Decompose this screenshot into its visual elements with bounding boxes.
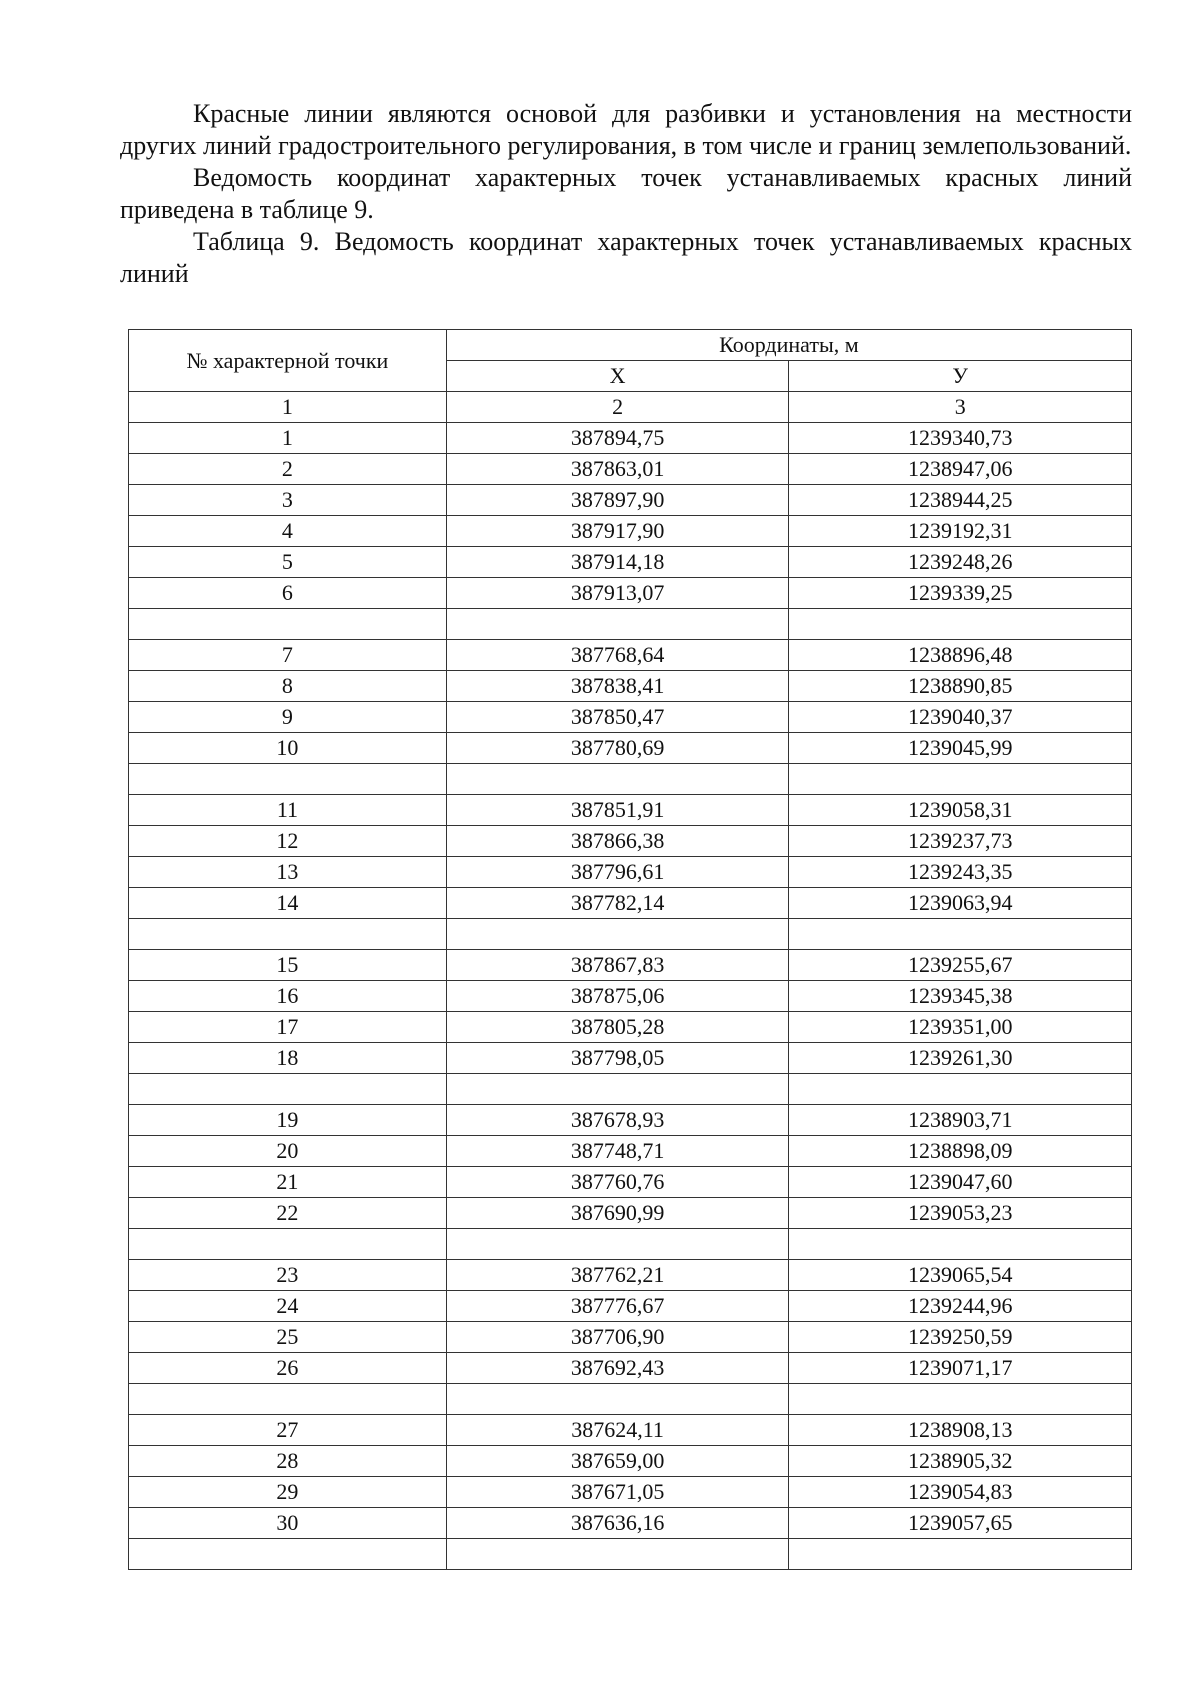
table-row	[129, 1477, 1132, 1508]
table-row	[129, 1012, 1132, 1043]
cell-x: 387636,16	[446, 1508, 789, 1539]
table-row	[129, 454, 1132, 485]
cell-point-number: 20	[129, 1136, 447, 1167]
column-number: 2	[446, 392, 789, 423]
table-row	[129, 1446, 1132, 1477]
cell-x: 387782,14	[446, 888, 789, 919]
cell-y: 1239250,59	[789, 1322, 1132, 1353]
cell-x: 387624,11	[446, 1415, 789, 1446]
cell-x: 387914,18	[446, 547, 789, 578]
table-row	[129, 423, 1132, 454]
cell-y: 1239045,99	[789, 733, 1132, 764]
cell-x: 387768,64	[446, 640, 789, 671]
cell-y: 1239047,60	[789, 1167, 1132, 1198]
cell-y: 1238908,13	[789, 1415, 1132, 1446]
cell-point-number: 17	[129, 1012, 447, 1043]
cell-x: 387796,61	[446, 857, 789, 888]
cell-y: 1239339,25	[789, 578, 1132, 609]
cell-point-number: 19	[129, 1105, 447, 1136]
cell-y: 1238905,32	[789, 1446, 1132, 1477]
cell-y: 1239261,30	[789, 1043, 1132, 1074]
cell-y: 1239244,96	[789, 1291, 1132, 1322]
cell-x: 387798,05	[446, 1043, 789, 1074]
table-row	[129, 1539, 1132, 1570]
cell-x	[446, 1229, 789, 1260]
table-header-row	[129, 330, 1132, 361]
table-body	[129, 423, 1132, 1570]
cell-y	[789, 1384, 1132, 1415]
cell-x: 387690,99	[446, 1198, 789, 1229]
cell-point-number	[129, 609, 447, 640]
cell-point-number: 2	[129, 454, 447, 485]
table-row	[129, 578, 1132, 609]
cell-x: 387875,06	[446, 981, 789, 1012]
cell-x	[446, 1384, 789, 1415]
table-row	[129, 1198, 1132, 1229]
cell-x: 387760,76	[446, 1167, 789, 1198]
table-row	[129, 485, 1132, 516]
cell-y: 1239054,83	[789, 1477, 1132, 1508]
cell-point-number	[129, 919, 447, 950]
cell-point-number: 7	[129, 640, 447, 671]
table-row	[129, 888, 1132, 919]
table-row	[129, 1167, 1132, 1198]
table-row	[129, 1260, 1132, 1291]
cell-y: 1239058,31	[789, 795, 1132, 826]
header-coordinates: Координаты, м	[446, 330, 1131, 361]
cell-point-number: 10	[129, 733, 447, 764]
cell-point-number: 5	[129, 547, 447, 578]
table-row	[129, 1353, 1132, 1384]
cell-point-number	[129, 1384, 447, 1415]
cell-y: 1239255,67	[789, 950, 1132, 981]
table-row	[129, 1229, 1132, 1260]
cell-point-number	[129, 1539, 447, 1570]
table-row	[129, 547, 1132, 578]
cell-y: 1239063,94	[789, 888, 1132, 919]
cell-x: 387659,00	[446, 1446, 789, 1477]
cell-y	[789, 919, 1132, 950]
cell-x	[446, 609, 789, 640]
cell-x: 387913,07	[446, 578, 789, 609]
cell-y: 1239040,37	[789, 702, 1132, 733]
cell-y: 1239053,23	[789, 1198, 1132, 1229]
cell-y: 1239065,54	[789, 1260, 1132, 1291]
header-x: X	[446, 361, 789, 392]
table-row	[129, 919, 1132, 950]
cell-point-number: 14	[129, 888, 447, 919]
cell-x: 387805,28	[446, 1012, 789, 1043]
cell-point-number: 21	[129, 1167, 447, 1198]
cell-y: 1239243,35	[789, 857, 1132, 888]
cell-point-number: 30	[129, 1508, 447, 1539]
table-row	[129, 1322, 1132, 1353]
cell-x	[446, 764, 789, 795]
paragraph-statement-reference: Ведомость координат характерных точек устанавливаемых красных линий приведена в таблице 9.	[120, 163, 1132, 224]
table-row	[129, 950, 1132, 981]
cell-x: 387748,71	[446, 1136, 789, 1167]
table-row	[129, 857, 1132, 888]
cell-y: 1238890,85	[789, 671, 1132, 702]
column-number: 3	[789, 392, 1132, 423]
cell-x: 387866,38	[446, 826, 789, 857]
cell-point-number: 18	[129, 1043, 447, 1074]
cell-y: 1239340,73	[789, 423, 1132, 454]
cell-y	[789, 1539, 1132, 1570]
table-row	[129, 733, 1132, 764]
cell-point-number	[129, 764, 447, 795]
cell-point-number: 6	[129, 578, 447, 609]
cell-y: 1238944,25	[789, 485, 1132, 516]
cell-point-number: 4	[129, 516, 447, 547]
table-row	[129, 1415, 1132, 1446]
header-y: У	[789, 361, 1132, 392]
cell-point-number: 24	[129, 1291, 447, 1322]
cell-x: 387678,93	[446, 1105, 789, 1136]
cell-x: 387867,83	[446, 950, 789, 981]
cell-point-number	[129, 1074, 447, 1105]
cell-y: 1238898,09	[789, 1136, 1132, 1167]
table-row	[129, 795, 1132, 826]
table-row	[129, 1508, 1132, 1539]
cell-x	[446, 1074, 789, 1105]
cell-x: 387692,43	[446, 1353, 789, 1384]
table-row	[129, 1384, 1132, 1415]
cell-point-number: 15	[129, 950, 447, 981]
column-number: 1	[129, 392, 447, 423]
table-row	[129, 764, 1132, 795]
cell-x: 387780,69	[446, 733, 789, 764]
cell-y: 1238903,71	[789, 1105, 1132, 1136]
cell-point-number: 23	[129, 1260, 447, 1291]
cell-y: 1239248,26	[789, 547, 1132, 578]
cell-point-number: 11	[129, 795, 447, 826]
table-row	[129, 1291, 1132, 1322]
table-column-number-row	[129, 392, 1132, 423]
table-row	[129, 609, 1132, 640]
table-row	[129, 1074, 1132, 1105]
table-row	[129, 981, 1132, 1012]
cell-point-number: 9	[129, 702, 447, 733]
body-text	[120, 98, 1132, 290]
header-point-number: № характерной точки	[129, 330, 447, 392]
cell-y: 1239237,73	[789, 826, 1132, 857]
cell-x: 387917,90	[446, 516, 789, 547]
table-row	[129, 640, 1132, 671]
table-row	[129, 671, 1132, 702]
table-row	[129, 1043, 1132, 1074]
cell-y: 1239351,00	[789, 1012, 1132, 1043]
cell-x: 387894,75	[446, 423, 789, 454]
cell-y	[789, 1229, 1132, 1260]
cell-x: 387706,90	[446, 1322, 789, 1353]
cell-point-number: 28	[129, 1446, 447, 1477]
cell-point-number: 8	[129, 671, 447, 702]
cell-y: 1238896,48	[789, 640, 1132, 671]
cell-x	[446, 1539, 789, 1570]
cell-y: 1239192,31	[789, 516, 1132, 547]
cell-y	[789, 609, 1132, 640]
cell-point-number: 22	[129, 1198, 447, 1229]
table-row	[129, 702, 1132, 733]
table-row	[129, 516, 1132, 547]
cell-y: 1239071,17	[789, 1353, 1132, 1384]
cell-x: 387671,05	[446, 1477, 789, 1508]
cell-x: 387863,01	[446, 454, 789, 485]
cell-point-number: 25	[129, 1322, 447, 1353]
cell-point-number: 3	[129, 485, 447, 516]
table-row	[129, 1136, 1132, 1167]
table-row	[129, 1105, 1132, 1136]
cell-point-number: 16	[129, 981, 447, 1012]
cell-x: 387897,90	[446, 485, 789, 516]
cell-point-number: 13	[129, 857, 447, 888]
table-row	[129, 826, 1132, 857]
cell-point-number: 12	[129, 826, 447, 857]
cell-point-number: 26	[129, 1353, 447, 1384]
cell-y: 1239345,38	[789, 981, 1132, 1012]
cell-y: 1238947,06	[789, 454, 1132, 485]
cell-x: 387776,67	[446, 1291, 789, 1322]
cell-x: 387838,41	[446, 671, 789, 702]
cell-point-number: 27	[129, 1415, 447, 1446]
cell-point-number: 1	[129, 423, 447, 454]
cell-y: 1239057,65	[789, 1508, 1132, 1539]
paragraph-red-lines: Красные линии являются основой для разбивки и установления на местности других линий градостроительного регулирования, в том числе и границ землепользований.	[120, 99, 1132, 160]
coordinates-table	[128, 329, 1132, 1570]
cell-point-number: 29	[129, 1477, 447, 1508]
cell-x: 387762,21	[446, 1260, 789, 1291]
cell-x	[446, 919, 789, 950]
table-caption: Таблица 9. Ведомость координат характерных точек устанавливаемых красных линий	[120, 227, 1132, 288]
cell-point-number	[129, 1229, 447, 1260]
cell-x: 387851,91	[446, 795, 789, 826]
cell-x: 387850,47	[446, 702, 789, 733]
cell-y	[789, 1074, 1132, 1105]
cell-y	[789, 764, 1132, 795]
